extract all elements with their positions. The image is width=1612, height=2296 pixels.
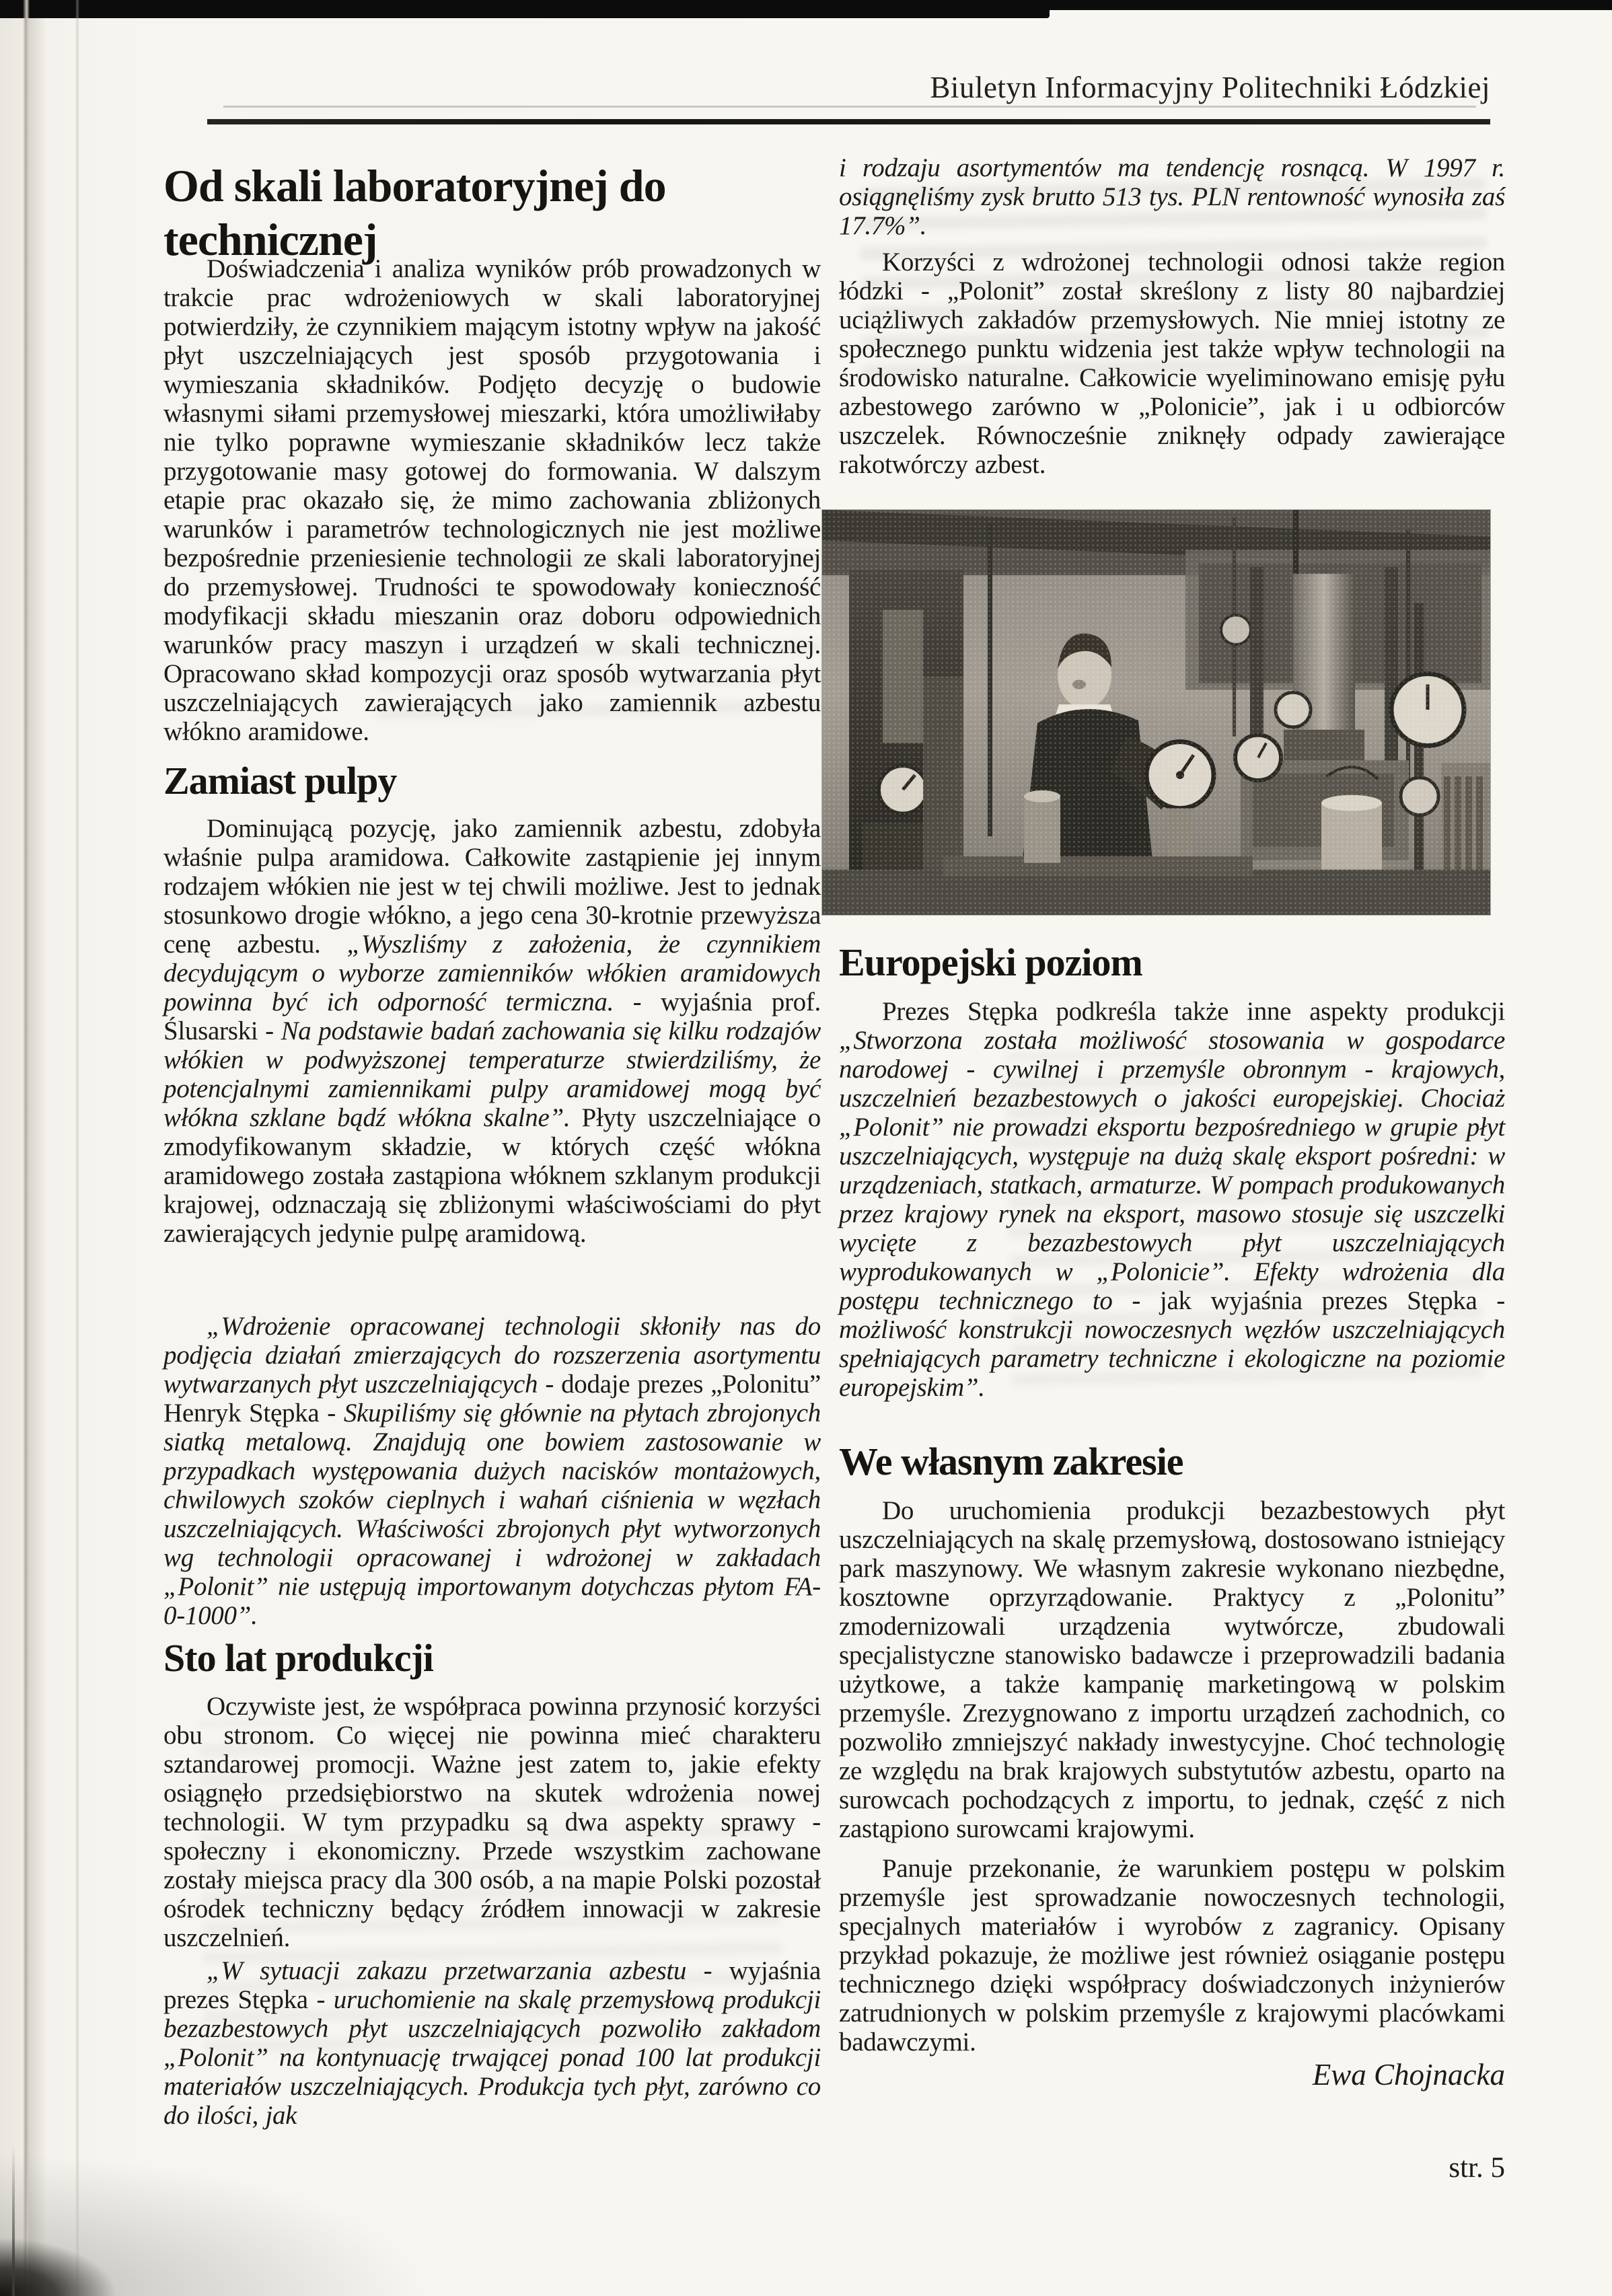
binding-crease <box>23 0 30 2296</box>
section-heading-zamiast-pulpy: Zamiast pulpy <box>163 759 397 803</box>
paragraph-profit-continuation: i rodzaju asortymentów ma tendencję rosnącą. W 1997 r. osiągnęliśmy zysk brutto 513 tys. PLN rentowność wynosiła zaś 17.7%”. <box>839 153 1505 240</box>
section-heading-sto-lat: Sto lat produkcji <box>163 1636 433 1680</box>
binding-corner-line <box>12 2146 15 2296</box>
journal-header-title: Biuletyn Informacyjny Politechniki Łódzkiej <box>930 71 1490 104</box>
scan-edge-top-left <box>0 0 1050 18</box>
binding-corner-shadow <box>0 2207 175 2296</box>
paragraph-quote-asbestos-ban: „W sytuacji zakazu przetwarzania azbestu - wyjaśnia prezes Stępka - uruchomienie na skalę przemysłową produkcji bezazbestowych płyt uszczelniających pozwoliło zakładom „Polonit” na kontynuację trwającej ponad 100 lat produkcji materiałów uszczelniających. Produkcja tych płyt, zarówno co do ilości, jak <box>163 1956 821 2130</box>
article-photo <box>822 510 1490 915</box>
section-heading-we-wlasnym-zakresie: We własnym zakresie <box>839 1440 1183 1483</box>
paragraph-aramid-pulp: Dominującą pozycję, jako zamiennik azbestu, zdobyła właśnie pulpa aramidowa. Całkowite zastąpienie jej innym rodzajem włókien nie jest w tej chwili możliwe. Jest to jednak stosunkowo drogie włókno, a jego cena 30-krotnie przewyższa cenę azbestu. „Wyszliśmy z założenia, że czynnikiem decydującym o wyborze zamienników włókien aramidowych powinna być ich odporność termiczna. - wyjaśnia prof. Ślusarski - Na podstawie badań zachowania się kilku rodzajów włókien w podwyższonej temperaturze stwierdziliśmy, że potencjalnymi zamiennikami pulpy aramidowej mogą być włókna szklane bądź włókna skalne”. Płyty uszczelniające o zmodyfikowanym składzie, w których część włókna aramidowego została zastąpiona włóknem szklanym produkcji krajowej, odznaczają się zbliżonymi właściwościami do płyt zawierających jedynie pulpę aramidową. <box>163 814 821 1248</box>
paragraph-progress-conclusion: Panuje przekonanie, że warunkiem postępu w polskim przemyśle jest sprowadzanie nowoczesnych technologii, specjalnych materiałów i wyrobów z zagranicy. Opisany przykład pokazuje, że możliwe jest również osiąganie postępu technicznego dzięki współpracy doświadczonych inżynierów zatrudnionych w polskim przemyśle z krajowymi placówkami badawczymi. <box>839 1854 1505 2057</box>
paragraph-european-quality: Prezes Stępka podkreśla także inne aspekty produkcji „Stworzona została możliwość stosowania w gospodarce narodowej - cywilnej i przemyśle obronnym - krajowych, uszczelnień bezazbestowych o jakości europejskiej. Chociaż „Polonit” nie prowadzi eksportu bezpośredniego w grupie płyt uszczelniających, występuje na dużą skalę eksport pośredni: w urządzeniach, statkach, armaturze. W pompach produkowanych przez krajowy rynek na eksport, masowo stosuje się uszczelki wycięte z bezazbestowych płyt uszczelniających wyprodukowanych w „Polonicie”. Efekty wdrożenia dla postępu technicznego to - jak wyjaśnia prezes Stępka - możliwość konstrukcji nowoczesnych węzłów uszczelniających spełniających parametry techniczne i ekologiczne na poziomie europejskim”. <box>839 997 1505 1402</box>
page-number: str. 5 <box>1449 2152 1505 2184</box>
paragraph-region-benefits: Korzyści z wdrożonej technologii odnosi także region łódzki - „Polonit” został skreślony z listy 80 najbardziej uciążliwych zakładów przemysłowych. Nie mniej istotny ze społecznego punktu widzenia jest także wpływ technologii na środowisko naturalne. Całkowicie wyeliminowano emisję pyłu azbestowego zarówno w „Polonicie”, jak i u odbiorców uszczelek. Równocześnie zniknęły odpady zawierające rakotwórczy azbest. <box>839 248 1505 479</box>
paragraph-own-machinery: Do uruchomienia produkcji bezazbestowych płyt uszczelniających na skalę przemysłową, dostosowano istniejący park maszynowy. We własnym zakresie wykonano niezbędne, kosztowne oprzyrządowanie. Praktycy z „Polonitu” zmodernizowali urządzenia wytwórcze, zbudowali specjalistyczne stanowisko badawcze i przeprowadzili badania użytkowe, a także kampanię marketingową w polskim przemyśle. Zrezygnowano z importu urządzeń zachodnich, co pozwoliło zmniejszyć nakłady inwestycyjne. Choć technologię ze względu na brak krajowych substytutów azbestu, oparto na surowcach pochodzących z importu, to jednak, część z nich zastąpiono surowcami krajowymi. <box>839 1496 1505 1843</box>
header-rule-faint <box>223 106 1476 108</box>
paragraph-quote-stepka-plates: „Wdrożenie opracowanej technologii skłoniły nas do podjęcia działań zmierzających do rozszerzenia asortymentu wytwarzanych płyt uszczelniających - dodaje prezes „Polonitu” Henryk Stępka - Skupiliśmy się głównie na płytach zbrojonych siatką metalową. Znajdują one bowiem zastosowanie w przypadkach występowania dużych nacisków montażowych, chwilowych szoków cieplnych i wahań ciśnienia w węzłach uszczelniających. Właściwości zbrojonych płyt wytworzonych wg technologii opracowanej i wdrożonej w zakładach „Polonit” nie ustępują importowanym dotychczas płytom FA-0-1000”. <box>163 1312 821 1630</box>
paragraph-lab-to-technical: Doświadczenia i analiza wyników prób prowadzonych w trakcie prac wdrożeniowych w skali laboratoryjnej potwierdziły, że czynnikiem mającym istotny wpływ na jakość płyt uszczelniających jest sposób przygotowania i wymieszania składników. Podjęto decyzję o budowie własnymi siłami przemysłowej mieszarki, która umożliwiłaby nie tylko poprawne wymieszanie składników lecz także przygotowanie masy gotowej do formowania. W dalszym etapie prac okazało się, że mimo zachowania zbliżonych warunków i parametrów technologicznych nie jest możliwe bezpośrednie przeniesienie technologii ze skali laboratoryjnej do przemysłowej. Trudności te spowodowały konieczność modyfikacji składu mieszanin oraz doboru odpowiednich warunków pracy maszyn i urządzeń w skali technicznej. Opracowano skład kompozycji oraz sposób wytwarzania płyt uszczelniających zawierających jako zamiennik azbestu włókno aramidowe. <box>163 254 821 746</box>
section-heading-europejski-poziom: Europejski poziom <box>839 940 1142 984</box>
author-signature: Ewa Chojnacka <box>1312 2058 1505 2091</box>
photo-vignette <box>822 510 1490 915</box>
paragraph-cooperation-benefits: Oczywiste jest, że współpraca powinna przynosić korzyści obu stronom. Co więcej nie powinna mieć charakteru sztandarowej promocji. Ważne jest zatem to, jakie efekty osiągnęło przedsiębiorstwo na skutek wdrożenia nowej technologii. W tym przypadku są dwa aspekty sprawy - społeczny i ekonomiczny. Przede wszystkim zachowane zostały miejsca pracy dla 300 osób, a na mapie Polski pozostał ośrodek techniczny będący źródłem innowacji w zakresie uszczelnień. <box>163 1692 821 1952</box>
binding-crease-secondary <box>75 0 79 2296</box>
article-title: Od skali laboratoryjnej do technicznej <box>163 160 666 265</box>
header-rule <box>207 119 1490 124</box>
